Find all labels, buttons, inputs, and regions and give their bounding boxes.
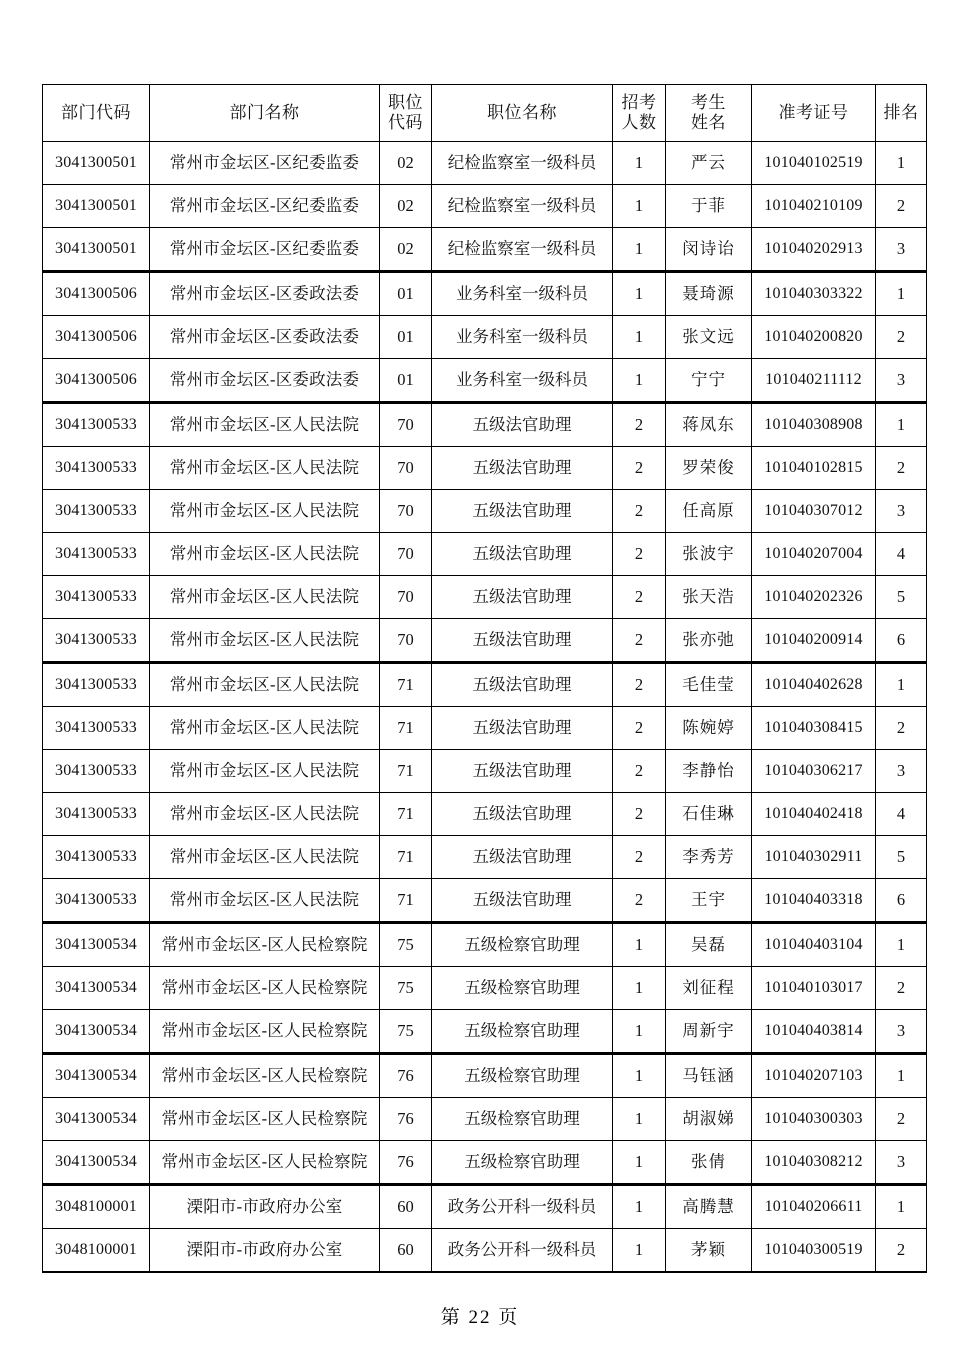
table-row xyxy=(43,447,927,490)
cell-dept-code: 3041300506 xyxy=(43,272,150,316)
column-header-cand-name-line2: 姓名 xyxy=(691,113,726,132)
cell-rank: 1 xyxy=(876,142,927,185)
cell-hire-count: 1 xyxy=(613,1054,666,1098)
column-header-cand-name xyxy=(666,85,752,142)
cell-dept-name: 常州市金坛区-区人民检察院 xyxy=(150,1141,380,1185)
cell-hire-count: 1 xyxy=(613,228,666,272)
table-row xyxy=(43,316,927,359)
cell-dept-name: 溧阳市-市政府办公室 xyxy=(150,1185,380,1229)
cell-pos-name: 五级法官助理 xyxy=(432,490,613,533)
cell-hire-count: 1 xyxy=(613,185,666,228)
table-row xyxy=(43,1054,927,1098)
cell-dept-code: 3041300533 xyxy=(43,533,150,576)
cell-pos-name: 纪检监察室一级科员 xyxy=(432,185,613,228)
cell-cand-name: 石佳琳 xyxy=(666,793,752,836)
table-row xyxy=(43,836,927,879)
table-row xyxy=(43,533,927,576)
cell-rank: 2 xyxy=(876,1229,927,1273)
cell-rank: 2 xyxy=(876,967,927,1010)
cell-rank: 3 xyxy=(876,228,927,272)
cell-dept-code: 3041300533 xyxy=(43,750,150,793)
cell-dept-code: 3041300534 xyxy=(43,923,150,967)
cell-dept-name: 常州市金坛区-区委政法委 xyxy=(150,316,380,359)
cell-pos-code: 60 xyxy=(380,1229,432,1273)
cell-pos-code: 70 xyxy=(380,447,432,490)
cell-dept-name: 常州市金坛区-区人民法院 xyxy=(150,707,380,750)
table-row xyxy=(43,1185,927,1229)
cell-dept-name: 常州市金坛区-区人民法院 xyxy=(150,836,380,879)
cell-dept-code: 3041300534 xyxy=(43,1141,150,1185)
cell-dept-code: 3041300533 xyxy=(43,447,150,490)
cell-pos-name: 政务公开科一级科员 xyxy=(432,1185,613,1229)
table-row xyxy=(43,272,927,316)
cell-pos-name: 业务科室一级科员 xyxy=(432,272,613,316)
cell-pos-name: 五级法官助理 xyxy=(432,663,613,707)
cell-pos-name: 五级检察官助理 xyxy=(432,1010,613,1054)
column-header-hire-count-line1: 招考 xyxy=(621,93,657,113)
cell-pos-name: 五级法官助理 xyxy=(432,793,613,836)
cell-dept-code: 3041300533 xyxy=(43,403,150,447)
cell-rank: 6 xyxy=(876,619,927,663)
cell-dept-code: 3041300533 xyxy=(43,663,150,707)
cell-dept-name: 常州市金坛区-区人民检察院 xyxy=(150,1054,380,1098)
cell-hire-count: 1 xyxy=(613,1010,666,1054)
cell-dept-code: 3041300533 xyxy=(43,879,150,923)
cell-dept-code: 3041300533 xyxy=(43,490,150,533)
table-row xyxy=(43,663,927,707)
cell-cand-name: 茅颖 xyxy=(666,1229,752,1273)
cell-cand-name: 李秀芳 xyxy=(666,836,752,879)
cell-pos-name: 五级检察官助理 xyxy=(432,923,613,967)
cell-pos-code: 02 xyxy=(380,228,432,272)
cell-cand-name: 张波宇 xyxy=(666,533,752,576)
cell-dept-code: 3041300501 xyxy=(43,185,150,228)
column-header-pos-name: 职位名称 xyxy=(432,85,613,142)
cell-rank: 1 xyxy=(876,663,927,707)
cell-rank: 4 xyxy=(876,533,927,576)
cell-rank: 1 xyxy=(876,403,927,447)
cell-dept-code: 3041300534 xyxy=(43,1098,150,1141)
cell-pos-name: 五级法官助理 xyxy=(432,750,613,793)
cell-hire-count: 1 xyxy=(613,1229,666,1273)
table-row xyxy=(43,750,927,793)
table-row xyxy=(43,619,927,663)
cell-dept-name: 常州市金坛区-区人民检察院 xyxy=(150,967,380,1010)
column-header-dept-code: 部门代码 xyxy=(43,85,150,142)
cell-dept-code: 3048100001 xyxy=(43,1229,150,1273)
cell-rank: 3 xyxy=(876,1141,927,1185)
cell-ticket-no: 101040402418 xyxy=(752,793,876,836)
cell-pos-code: 01 xyxy=(380,316,432,359)
table-row xyxy=(43,228,927,272)
cell-hire-count: 1 xyxy=(613,967,666,1010)
cell-ticket-no: 101040210109 xyxy=(752,185,876,228)
cell-pos-name: 五级法官助理 xyxy=(432,403,613,447)
cell-cand-name: 高腾慧 xyxy=(666,1185,752,1229)
cell-rank: 2 xyxy=(876,707,927,750)
cell-pos-code: 70 xyxy=(380,576,432,619)
column-header-rank: 排名 xyxy=(876,85,927,142)
column-header-hire-count xyxy=(613,85,666,142)
cell-ticket-no: 101040206611 xyxy=(752,1185,876,1229)
cell-hire-count: 1 xyxy=(613,359,666,403)
cell-cand-name: 张亦弛 xyxy=(666,619,752,663)
cell-hire-count: 1 xyxy=(613,1185,666,1229)
table-row xyxy=(43,185,927,228)
cell-pos-name: 纪检监察室一级科员 xyxy=(432,142,613,185)
table-row xyxy=(43,707,927,750)
cell-ticket-no: 101040308212 xyxy=(752,1141,876,1185)
cell-dept-name: 常州市金坛区-区人民法院 xyxy=(150,750,380,793)
cell-cand-name: 张倩 xyxy=(666,1141,752,1185)
table-row xyxy=(43,879,927,923)
cell-cand-name: 闵诗诒 xyxy=(666,228,752,272)
cell-hire-count: 2 xyxy=(613,836,666,879)
table-header-row xyxy=(43,85,927,142)
cell-hire-count: 2 xyxy=(613,793,666,836)
cell-dept-name: 常州市金坛区-区人民法院 xyxy=(150,663,380,707)
cell-ticket-no: 101040200820 xyxy=(752,316,876,359)
cell-ticket-no: 101040402628 xyxy=(752,663,876,707)
cell-hire-count: 1 xyxy=(613,1098,666,1141)
cell-ticket-no: 101040308908 xyxy=(752,403,876,447)
cell-hire-count: 2 xyxy=(613,750,666,793)
cell-dept-name: 常州市金坛区-区纪委监委 xyxy=(150,228,380,272)
cell-pos-code: 71 xyxy=(380,750,432,793)
cell-dept-name: 常州市金坛区-区委政法委 xyxy=(150,359,380,403)
column-header-pos-code-line1: 职位 xyxy=(388,93,423,113)
cell-cand-name: 任高原 xyxy=(666,490,752,533)
cell-pos-code: 75 xyxy=(380,923,432,967)
cell-dept-name: 常州市金坛区-区人民检察院 xyxy=(150,923,380,967)
cell-dept-name: 常州市金坛区-区人民法院 xyxy=(150,533,380,576)
cell-pos-code: 02 xyxy=(380,142,432,185)
cell-cand-name: 宁宁 xyxy=(666,359,752,403)
cell-pos-code: 70 xyxy=(380,619,432,663)
cell-dept-code: 3041300533 xyxy=(43,707,150,750)
column-header-pos-code xyxy=(380,85,432,142)
cell-pos-name: 业务科室一级科员 xyxy=(432,359,613,403)
cell-ticket-no: 101040211112 xyxy=(752,359,876,403)
cell-pos-name: 政务公开科一级科员 xyxy=(432,1229,613,1273)
cell-pos-code: 70 xyxy=(380,490,432,533)
table-header xyxy=(43,85,927,142)
cell-hire-count: 2 xyxy=(613,576,666,619)
table-row xyxy=(43,142,927,185)
column-header-ticket-no: 准考证号 xyxy=(752,85,876,142)
cell-hire-count: 1 xyxy=(613,923,666,967)
table-row xyxy=(43,1229,927,1273)
cell-hire-count: 2 xyxy=(613,707,666,750)
column-header-dept-name: 部门名称 xyxy=(150,85,380,142)
cell-pos-name: 纪检监察室一级科员 xyxy=(432,228,613,272)
cell-dept-code: 3048100001 xyxy=(43,1185,150,1229)
cell-cand-name: 罗荣俊 xyxy=(666,447,752,490)
cell-hire-count: 1 xyxy=(613,1141,666,1185)
cell-hire-count: 2 xyxy=(613,879,666,923)
cell-pos-code: 71 xyxy=(380,707,432,750)
cell-rank: 4 xyxy=(876,793,927,836)
cell-ticket-no: 101040300519 xyxy=(752,1229,876,1273)
cell-ticket-no: 101040302911 xyxy=(752,836,876,879)
candidate-roster-table xyxy=(42,84,927,1273)
cell-rank: 2 xyxy=(876,1098,927,1141)
cell-pos-name: 五级检察官助理 xyxy=(432,1141,613,1185)
cell-dept-name: 常州市金坛区-区人民法院 xyxy=(150,490,380,533)
cell-dept-code: 3041300501 xyxy=(43,228,150,272)
cell-cand-name: 周新宇 xyxy=(666,1010,752,1054)
cell-pos-code: 75 xyxy=(380,967,432,1010)
cell-hire-count: 1 xyxy=(613,272,666,316)
cell-pos-code: 70 xyxy=(380,533,432,576)
column-header-pos-code-line2: 代码 xyxy=(388,113,423,132)
cell-pos-code: 01 xyxy=(380,359,432,403)
cell-dept-name: 常州市金坛区-区人民法院 xyxy=(150,576,380,619)
table-row xyxy=(43,403,927,447)
cell-hire-count: 1 xyxy=(613,316,666,359)
cell-hire-count: 2 xyxy=(613,447,666,490)
cell-dept-name: 常州市金坛区-区人民检察院 xyxy=(150,1098,380,1141)
cell-rank: 2 xyxy=(876,185,927,228)
cell-ticket-no: 101040403104 xyxy=(752,923,876,967)
cell-pos-name: 五级法官助理 xyxy=(432,447,613,490)
cell-ticket-no: 101040200914 xyxy=(752,619,876,663)
cell-pos-name: 五级法官助理 xyxy=(432,533,613,576)
cell-rank: 1 xyxy=(876,1185,927,1229)
cell-pos-code: 71 xyxy=(380,836,432,879)
cell-dept-code: 3041300506 xyxy=(43,316,150,359)
cell-hire-count: 2 xyxy=(613,490,666,533)
cell-hire-count: 2 xyxy=(613,403,666,447)
cell-cand-name: 于菲 xyxy=(666,185,752,228)
column-header-cand-name-line1: 考生 xyxy=(691,93,726,113)
table-row xyxy=(43,1141,927,1185)
cell-pos-code: 75 xyxy=(380,1010,432,1054)
cell-ticket-no: 101040403318 xyxy=(752,879,876,923)
cell-dept-code: 3041300506 xyxy=(43,359,150,403)
cell-rank: 6 xyxy=(876,879,927,923)
table-row xyxy=(43,359,927,403)
page-footer: 第 22 页 xyxy=(440,1307,520,1328)
cell-rank: 5 xyxy=(876,836,927,879)
cell-dept-code: 3041300534 xyxy=(43,1010,150,1054)
table-row xyxy=(43,576,927,619)
cell-cand-name: 王宇 xyxy=(666,879,752,923)
column-header-hire-count-line2: 人数 xyxy=(621,113,657,132)
cell-hire-count: 2 xyxy=(613,663,666,707)
cell-pos-code: 70 xyxy=(380,403,432,447)
table-row xyxy=(43,1098,927,1141)
cell-pos-code: 76 xyxy=(380,1141,432,1185)
table-row xyxy=(43,793,927,836)
cell-rank: 3 xyxy=(876,490,927,533)
cell-pos-code: 71 xyxy=(380,793,432,836)
cell-dept-name: 常州市金坛区-区人民法院 xyxy=(150,879,380,923)
cell-pos-name: 五级法官助理 xyxy=(432,707,613,750)
cell-dept-name: 常州市金坛区-区人民法院 xyxy=(150,619,380,663)
table-row xyxy=(43,967,927,1010)
table-body xyxy=(43,142,927,1273)
cell-cand-name: 李静怡 xyxy=(666,750,752,793)
cell-pos-name: 业务科室一级科员 xyxy=(432,316,613,359)
cell-dept-code: 3041300534 xyxy=(43,1054,150,1098)
cell-dept-code: 3041300501 xyxy=(43,142,150,185)
cell-dept-name: 常州市金坛区-区人民法院 xyxy=(150,403,380,447)
cell-rank: 1 xyxy=(876,923,927,967)
cell-dept-name: 溧阳市-市政府办公室 xyxy=(150,1229,380,1273)
cell-ticket-no: 101040207103 xyxy=(752,1054,876,1098)
cell-dept-code: 3041300533 xyxy=(43,619,150,663)
cell-rank: 1 xyxy=(876,272,927,316)
cell-pos-name: 五级检察官助理 xyxy=(432,967,613,1010)
cell-cand-name: 刘征程 xyxy=(666,967,752,1010)
cell-dept-name: 常州市金坛区-区纪委监委 xyxy=(150,185,380,228)
cell-dept-code: 3041300533 xyxy=(43,836,150,879)
cell-ticket-no: 101040306217 xyxy=(752,750,876,793)
cell-pos-name: 五级检察官助理 xyxy=(432,1054,613,1098)
cell-cand-name: 张文远 xyxy=(666,316,752,359)
table-row xyxy=(43,1010,927,1054)
cell-ticket-no: 101040202913 xyxy=(752,228,876,272)
cell-dept-name: 常州市金坛区-区人民法院 xyxy=(150,793,380,836)
cell-dept-name: 常州市金坛区-区人民检察院 xyxy=(150,1010,380,1054)
cell-rank: 3 xyxy=(876,359,927,403)
cell-dept-code: 3041300534 xyxy=(43,967,150,1010)
cell-pos-name: 五级法官助理 xyxy=(432,836,613,879)
cell-cand-name: 蒋凤东 xyxy=(666,403,752,447)
cell-cand-name: 马钰涵 xyxy=(666,1054,752,1098)
cell-cand-name: 张天浩 xyxy=(666,576,752,619)
cell-hire-count: 2 xyxy=(613,619,666,663)
cell-rank: 1 xyxy=(876,1054,927,1098)
cell-pos-code: 71 xyxy=(380,663,432,707)
cell-dept-name: 常州市金坛区-区人民法院 xyxy=(150,447,380,490)
cell-dept-code: 3041300533 xyxy=(43,793,150,836)
cell-cand-name: 胡淑娣 xyxy=(666,1098,752,1141)
cell-dept-code: 3041300533 xyxy=(43,576,150,619)
cell-pos-name: 五级法官助理 xyxy=(432,619,613,663)
cell-cand-name: 聂琦源 xyxy=(666,272,752,316)
cell-rank: 3 xyxy=(876,750,927,793)
cell-rank: 5 xyxy=(876,576,927,619)
cell-pos-code: 76 xyxy=(380,1098,432,1141)
cell-ticket-no: 101040102815 xyxy=(752,447,876,490)
cell-ticket-no: 101040307012 xyxy=(752,490,876,533)
cell-ticket-no: 101040202326 xyxy=(752,576,876,619)
cell-hire-count: 1 xyxy=(613,142,666,185)
cell-dept-name: 常州市金坛区-区委政法委 xyxy=(150,272,380,316)
cell-ticket-no: 101040103017 xyxy=(752,967,876,1010)
cell-pos-code: 02 xyxy=(380,185,432,228)
cell-ticket-no: 101040102519 xyxy=(752,142,876,185)
cell-cand-name: 毛佳莹 xyxy=(666,663,752,707)
cell-cand-name: 吴磊 xyxy=(666,923,752,967)
cell-rank: 2 xyxy=(876,316,927,359)
cell-pos-name: 五级法官助理 xyxy=(432,576,613,619)
cell-pos-code: 76 xyxy=(380,1054,432,1098)
cell-cand-name: 严云 xyxy=(666,142,752,185)
cell-ticket-no: 101040300303 xyxy=(752,1098,876,1141)
cell-pos-name: 五级检察官助理 xyxy=(432,1098,613,1141)
cell-hire-count: 2 xyxy=(613,533,666,576)
cell-rank: 3 xyxy=(876,1010,927,1054)
cell-pos-code: 01 xyxy=(380,272,432,316)
cell-pos-code: 60 xyxy=(380,1185,432,1229)
cell-pos-code: 71 xyxy=(380,879,432,923)
cell-dept-name: 常州市金坛区-区纪委监委 xyxy=(150,142,380,185)
cell-ticket-no: 101040308415 xyxy=(752,707,876,750)
cell-pos-name: 五级法官助理 xyxy=(432,879,613,923)
cell-ticket-no: 101040303322 xyxy=(752,272,876,316)
cell-rank: 2 xyxy=(876,447,927,490)
cell-ticket-no: 101040403814 xyxy=(752,1010,876,1054)
cell-ticket-no: 101040207004 xyxy=(752,533,876,576)
table-row xyxy=(43,490,927,533)
cell-cand-name: 陈婉婷 xyxy=(666,707,752,750)
table-row xyxy=(43,923,927,967)
